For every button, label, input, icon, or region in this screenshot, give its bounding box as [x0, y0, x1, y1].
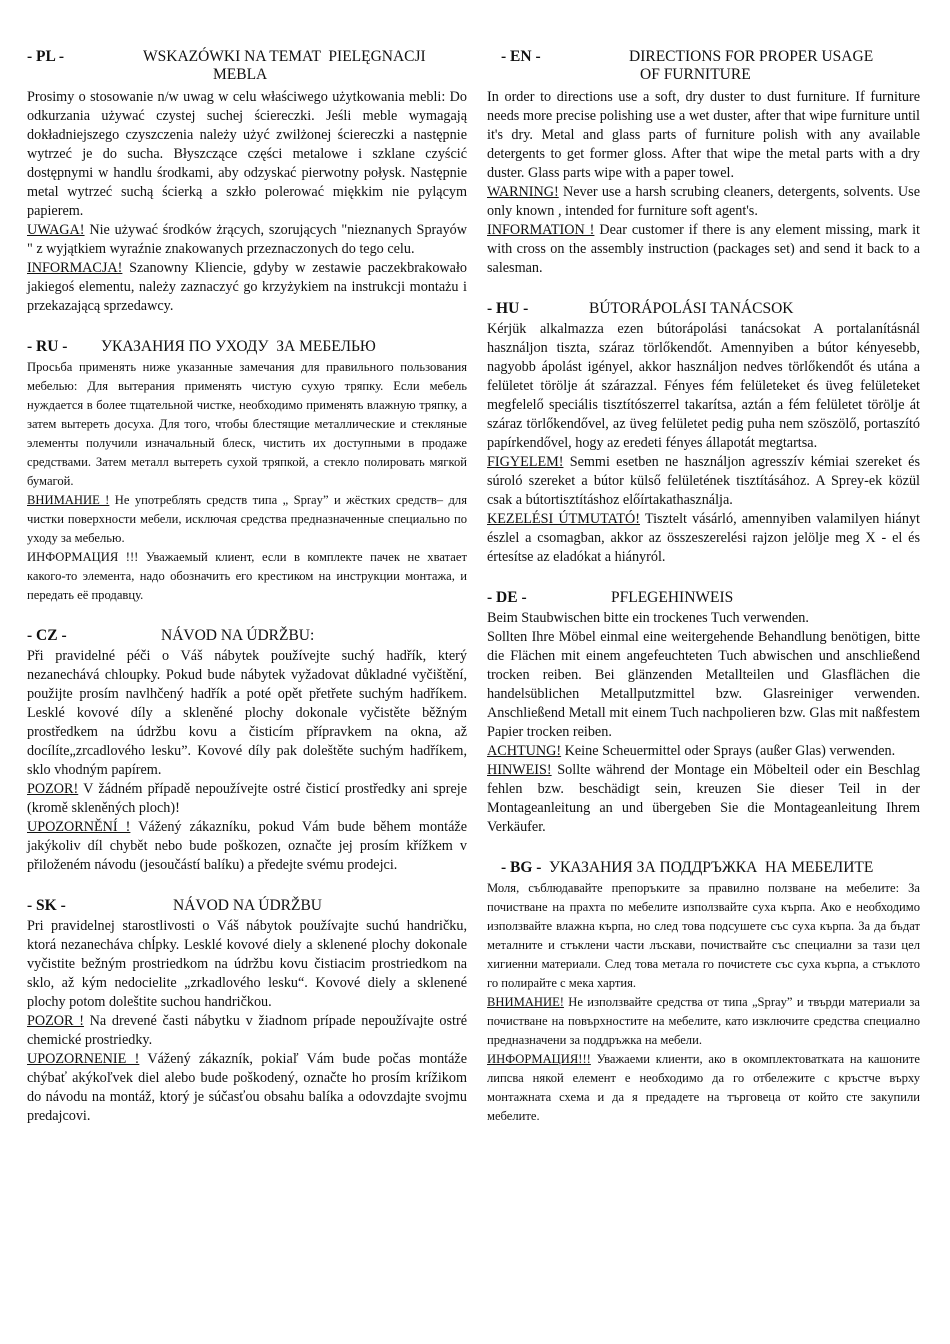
- section-title: DIRECTIONS FOR PROPER USAGE: [629, 48, 874, 65]
- information-paragraph: [27, 548, 467, 605]
- care-instructions: Pri pravidelnej starostlivosti o Váš nábytok používajte suchú handričku, ktorá nezanecháva chĺpky. Lesklé kovové diely a sklenené plochy dokonale vyčistite bežným prostriedkom na údržbu kovu čistiacim prostriedkom na sklo, až kým nedocielite „zrkadlového lesku“. Kovové diely a sklenené plochy potom doleštite suchou handričkou.: [27, 918, 467, 1010]
- information-label: INFORMATION !: [487, 222, 595, 238]
- warning-text: Не употреблять средств типа „ Spray” и жёстких средств– для чистки поверхности мебели, исключая средства предназначенные специально по уходу за мебелью.: [27, 493, 467, 545]
- section-heading: [487, 292, 920, 318]
- warning-label: ACHTUNG!: [487, 743, 562, 759]
- language-code: - DE -: [487, 589, 527, 606]
- information-text: Уважаеми клиенти, ако в окомплектоватката на кашоните липсва някой елемент е необходимо да го отбележите с кръстче върху монтажната схема и да я предадете на търговеца от който сте закупили мебелите.: [487, 1052, 920, 1123]
- information-paragraph: [27, 818, 467, 875]
- warning-text: V žádném případě nepoužívejte ostré čisticí prostředky ani spreje (kromě skleněných ploch)!: [27, 781, 467, 816]
- language-code: - CZ -: [27, 627, 67, 644]
- warning-paragraph: [27, 780, 467, 818]
- warning-label: POZOR!: [27, 781, 79, 797]
- care-instructions: Při pravidelné péči o Váš nábytek používejte suchý hadřík, který nezanechává chloupky. Pokud bude nábytek vyžadovat důkladné vyčištění, použijte prosím navlhčený hadřík a poté opět přetřete suchým hadříkem. Lesklé kovové díly a skleněné plochy dokonale vyčistěte běžným prostředkem na údržbu kovu a čisticím přípravkem na okna, až docílíte„zrcadlového lesku”. Kovové díly pak doleštěte suchým hadříkem, sklo vhodným papírem.: [27, 648, 467, 778]
- warning-paragraph: [487, 742, 920, 761]
- warning-paragraph: [487, 993, 920, 1050]
- warning-label: FIGYELEM!: [487, 454, 564, 470]
- section-ru: [27, 330, 467, 605]
- warning-text: Keine Scheuermittel oder Sprays (außer Glas) verwenden.: [561, 743, 896, 759]
- information-label: ИНФОРМАЦИЯ!!!: [487, 1052, 591, 1066]
- section-heading: [487, 40, 920, 86]
- information-label: UPOZORNĚNÍ !: [27, 819, 131, 835]
- information-paragraph: [487, 761, 920, 837]
- section-bg: [487, 851, 920, 1126]
- language-code: - PL -: [27, 48, 65, 65]
- warning-label: WARNING!: [487, 184, 559, 200]
- warning-text: Na drevené časti nábytku v žiadnom prípade nepoužívajte ostré chemické prostriedky.: [27, 1013, 467, 1048]
- section-title-line2: OF FURNITURE: [640, 66, 751, 83]
- information-label: KEZELÉSI ÚTMUTATÓ!: [487, 511, 640, 527]
- warning-paragraph: [27, 491, 467, 548]
- section-title: NÁVOD NA ÚDRŽBU:: [161, 627, 315, 644]
- information-paragraph: [27, 259, 467, 316]
- information-paragraph: [27, 1050, 467, 1126]
- warning-paragraph: [487, 183, 920, 221]
- information-text: Vážený zákazníku, pokud Vám bude během montáže jakýkoliv díl chybět nebo bude poškozen, označte jej prosím křížkem v přiloženém návodu (jesoučástí balíku) a předejte svému prodejci.: [27, 819, 467, 873]
- information-text: Vážený zákazník, pokiaľ Vám bude počas montáže chýbať akýkoľvek diel alebo bude poškodený, označte ho prosím krížikom do návodu na montáž, ktorý je súčasťou obsahu balíka a odovzdajte svojmu predajcovi.: [27, 1051, 468, 1124]
- section-title: УКАЗАНИЯ ЗА ПОДДРЪЖКА НА МЕБЕЛИТЕ: [549, 859, 874, 876]
- section-cz: [27, 619, 467, 875]
- care-instructions: In order to directions use a soft, dry duster to dust furniture. If furniture needs more precise polishing use a wet duster, after that wipe furniture until it's dry. Metal and glass parts of furniture polish with any available detergents to get former gloss. After that wipe the metal parts with a dry duster. Glass parts wipe with a paper towel.: [487, 89, 920, 181]
- information-paragraph: [487, 221, 920, 278]
- warning-text: Semmi esetben ne használjon agresszív kémiai szereket és súroló szereket a bútor külső felületének tisztításához. A Sprey-ek közül csak a bútortisztításhoz előírtakathasználja.: [487, 454, 920, 508]
- care-instructions: Sollten Ihre Möbel einmal eine weitergehende Behandlung benötigen, bitte die Flächen mit einem angefeuchteten Tuch abwischen und anschließend trocken reiben. Bei glänzenden Metallteilen und Glasflächen die handelsüblichen Metallputzmittel bzw. Glasreiniger verwenden. Anschließend Metall mit einem Tuch nachpolieren bzw. Glas mit naßfestem Papier trocken reiben.: [487, 629, 920, 740]
- information-paragraph: [487, 510, 920, 567]
- warning-paragraph: [27, 1012, 467, 1050]
- information-label: ИНФОРМАЦИЯ !!!: [27, 550, 139, 564]
- care-instructions: Prosimy o stosowanie n/w uwag w celu właściwego użytkowania mebli: Do odkurzania używać czystej suchej ściereczki. Jeśli meble wymagają dokładniejszego czyszczenia należy użyć zwilżonej ściereczki a następnie wytrzeć je do sucha. Błyszczące części metalowe i szklane czyścić dostępnymi w handlu środkami, aby odzyskać pierwotny połysk. Następnie metal wytrzeć suchą ścierką a szkło polerować miękkim nie pylącym papierem.: [27, 89, 467, 219]
- section-title: BÚTORÁPOLÁSI TANÁCSOK: [589, 300, 794, 317]
- information-text: Tisztelt vásárló, amennyiben valamilyen hiányt észlel a csomagban, akkor az összeszerelési rajzon jelölje meg X - el és értesítse az eladókat a hiányról.: [487, 511, 920, 565]
- information-paragraph: [487, 1050, 920, 1126]
- warning-paragraph: [487, 453, 920, 510]
- warning-text: Не използвайте средства от типа „Spray” и твърди материали за почистване на повърхностите на мебелите, като изключите средства специално предназначени за поддръжка на мебели.: [487, 995, 920, 1047]
- care-instructions: Просьба применять ниже указанные замечания для правильного пользования мебелью: Для вытерания применять чистую сухую тряпку. Если мебель нуждается в более тщательной чистке, необходимо применять влажную тряпку, а затем вытереть досуха. Для того, чтобы блестящие металлические и стекляные элементы получили изначальный блеск, чистить их доступными в продаже средствами. Затем металл вытереть сухой тряпкой, а стекло полировать мягкой бумагой.: [27, 360, 467, 488]
- section-heading: [487, 581, 920, 607]
- information-text: Dear customer if there is any element missing, mark it with cross on the assembly instruction (packages set) and send it back to a salesman.: [487, 222, 920, 276]
- care-instructions: Моля, съблюдавайте препоръките за правилно ползване на мебелите: За почистване на прахта по мебелите използвайте суха кърпа. Ако е необходимо използвайте влажна кърпа, но след това подсушете със суха кърпа. За да бъдат металните и стъклени части лъскави, почиствайте със специални за тази цел хигиенни материали. След това метала го почистете със суха кърпа, а стъклото го полирайте с мека хартия.: [487, 881, 920, 990]
- warning-label: POZOR !: [27, 1013, 84, 1029]
- section-heading: [27, 889, 467, 915]
- section-sk: [27, 889, 467, 1126]
- language-code: - BG -: [501, 859, 542, 876]
- section-heading: [27, 330, 467, 356]
- warning-paragraph: [27, 221, 467, 259]
- section-title-line2: MEBLA: [213, 66, 268, 83]
- section-heading: [27, 619, 467, 645]
- information-label: UPOZORNENIE !: [27, 1051, 140, 1067]
- section-heading: [487, 851, 920, 877]
- warning-label: UWAGA!: [27, 222, 85, 238]
- warning-label: ВНИМАНИЕ !: [27, 493, 110, 507]
- right-column: [487, 40, 920, 1126]
- section-hu: [487, 292, 920, 567]
- language-code: - EN -: [501, 48, 541, 65]
- section-de: [487, 581, 920, 837]
- information-label: HINWEIS!: [487, 762, 552, 778]
- information-text: Уважаемый клиент, если в комплекте пачек не хватает какого-то элемента, надо обозначить его крестиком на инструкции монтажа, и передать её продавцу.: [27, 550, 467, 602]
- warning-text: Nie używać środków żrących, szorujących "nieznanych Sprayów " z wyjątkiem wyraźnie znakowanych przeznaczonych do tego celu.: [27, 222, 467, 257]
- information-text: Sollte während der Montage ein Möbelteil oder ein Beschlag fehlen bzw. beschädigt sein, kreuzen Sie dieser Teil in der Montageanleitung an und übergeben Sie die Montageanleitung Ihrem Verkäufer.: [487, 762, 920, 835]
- section-heading: [27, 40, 467, 86]
- information-text: Szanowny Kliencie, gdyby w zestawie paczekbrakowało jakiegoś elementu, należy zaznaczyć go krzyżykiem na instrukcji montażu i przekazającą sprzedawcy.: [27, 260, 467, 314]
- warning-text: Never use a harsh scrubing cleaners, detergents, solvents. Use only known , intended for furniture soft agent's.: [487, 184, 920, 219]
- language-code: - RU -: [27, 338, 68, 355]
- section-title: NÁVOD NA ÚDRŽBU: [173, 897, 322, 914]
- care-instructions: Kérjük alkalmazza ezen bútorápolási tanácsokat A portalanításnál használjon tiszta, száraz törlőkendőt. Amennyiben a bútor kényesebb, nagyobb ápolást igényel, akkor használjon nedves törlőkendőt és utána a felületet törölje át szárazzal. Fényes fém felületeket és üveg felületeket megfelelő speciális tisztítószerrel takarítsa, aztán a fém felületet törölje át száraz törlőkendővel, az üveg felületet pedig puha nem szöszölő, portaszító papírkendővel, hogy az eredeti fényes állapotát megtartsa.: [487, 321, 920, 451]
- section-title: WSKAZÓWKI NA TEMAT PIELĘGNACJI: [143, 48, 426, 65]
- section-title: УКАЗАНИЯ ПО УХОДУ ЗА МЕБЕЛЬЮ: [101, 338, 376, 355]
- warning-label: ВНИМАНИЕ!: [487, 995, 564, 1009]
- left-column: [27, 40, 467, 1126]
- section-en: [487, 40, 920, 278]
- language-code: - HU -: [487, 300, 529, 317]
- care-intro: Beim Staubwischen bitte ein trockenes Tuch verwenden.: [487, 610, 809, 626]
- section-pl: [27, 40, 467, 316]
- language-code: - SK -: [27, 897, 66, 914]
- information-label: INFORMACJA!: [27, 260, 123, 276]
- section-title: PFLEGEHINWEIS: [611, 589, 734, 606]
